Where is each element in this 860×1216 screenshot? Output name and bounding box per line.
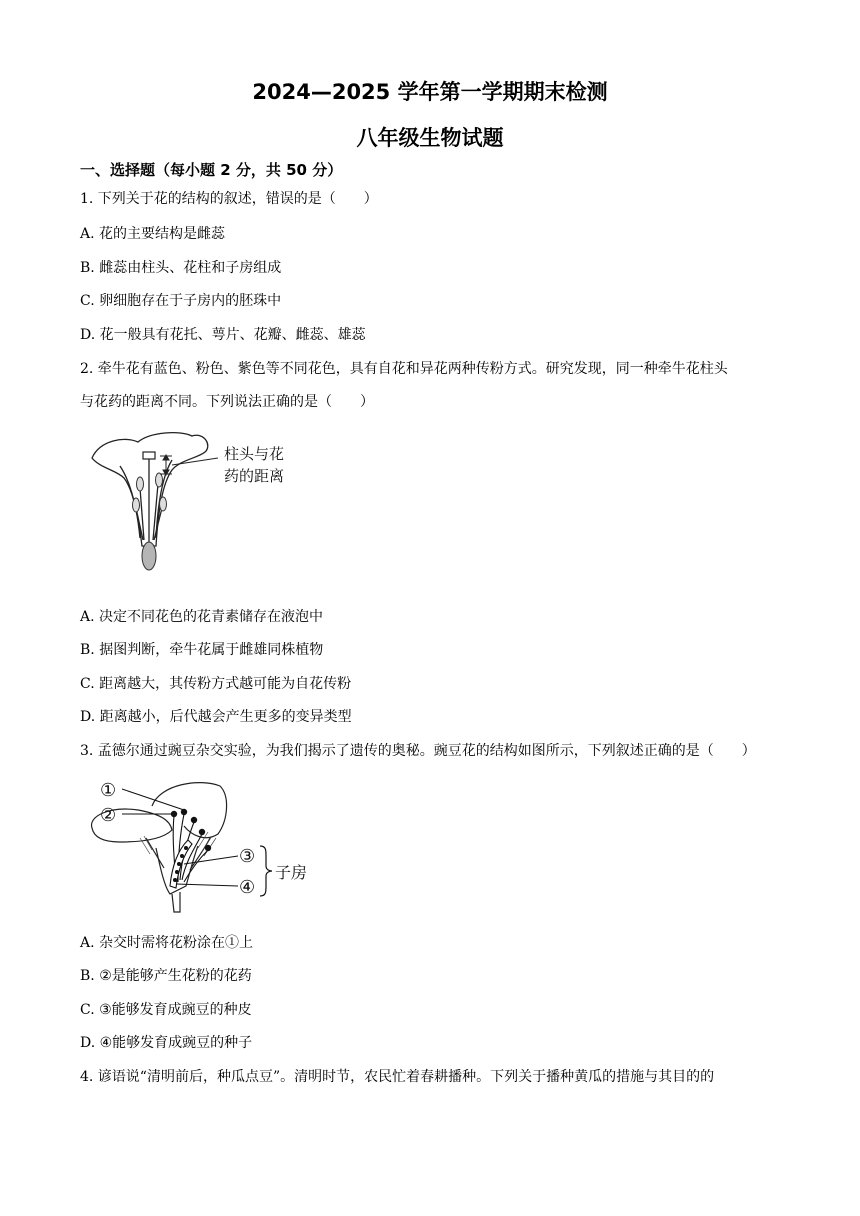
label-3: ③ [239,846,256,867]
anther [137,477,144,491]
ovule [177,862,181,866]
q3-option-c: C. ③能够发育成豌豆的种皮 [80,1002,252,1018]
distance-label-line1: 柱头与花 [224,445,285,463]
q2-option-d: D. 距离越小，后代越会产生更多的变异类型 [80,709,352,725]
q2-stem-line1: 2. 牵牛花有蓝色、粉色、紫色等不同花色，具有自花和异花两种传粉方式。研究发现，同一种牵牛花柱头 [80,361,728,377]
anther [156,473,163,487]
label-1: ① [100,780,117,801]
section-heading: 一、选择题（每小题 2 分，共 50 分） [80,161,343,179]
ovary-label: 子房 [275,863,308,882]
q4-stem: 4. 谚语说“清明前后，种瓜点豆”。清明时节，农民忙着春耕播种。下列关于播种黄瓜的措施与其目的的 [80,1069,715,1085]
q1-option-b: B. 雌蕊由柱头、花柱和子房组成 [80,260,282,276]
q2-option-c: C. 距离越大，其传粉方式越可能为自花传粉 [80,676,352,692]
exam-subtitle: 八年级生物试题 [356,126,504,150]
q3-option-b: B. ②是能够产生花粉的花药 [80,968,252,984]
anther [205,845,211,851]
ovule [175,870,179,874]
anther [133,498,140,512]
pea-flower-diagram [80,776,320,918]
q2-option-b: B. 据图判断，牵牛花属于雌雄同株植物 [80,642,324,658]
q2-stem-line2: 与花药的距离不同。下列说法正确的是（ ） [80,394,374,410]
stigma [143,452,155,459]
anther [160,497,167,511]
q2-option-a: A. 决定不同花色的花青素储存在液泡中 [80,609,324,625]
q1-option-c: C. 卵细胞存在于子房内的胚珠中 [80,293,282,309]
q1-option-d: D. 花一般具有花托、萼片、花瓣、雌蕊、雄蕊 [80,327,366,343]
ovule [184,846,188,850]
anther [199,829,205,835]
q3-option-d: D. ④能够发育成豌豆的种子 [80,1035,253,1051]
label-2: ② [100,805,117,826]
label-4: ④ [239,877,256,898]
q3-option-a: A. 杂交时需将花粉涂在①上 [80,935,254,951]
q1-option-a: A. 花的主要结构是雌蕊 [80,226,226,242]
ovule [180,854,184,858]
distance-label-line2: 药的距离 [224,467,285,485]
ovary [142,542,156,570]
ovule [173,878,177,882]
q3-stem: 3. 孟德尔通过豌豆杂交实验，为我们揭示了遗传的奥秘。豌豆花的结构如图所示，下列叙述正确的是（ ） [80,743,756,759]
anther [191,817,197,823]
q1-stem: 1. 下列关于花的结构的叙述，错误的是（ ） [80,191,378,207]
exam-title: 2024—2025 学年第一学期期末检测 [252,80,608,104]
morning-glory-diagram [80,428,310,576]
